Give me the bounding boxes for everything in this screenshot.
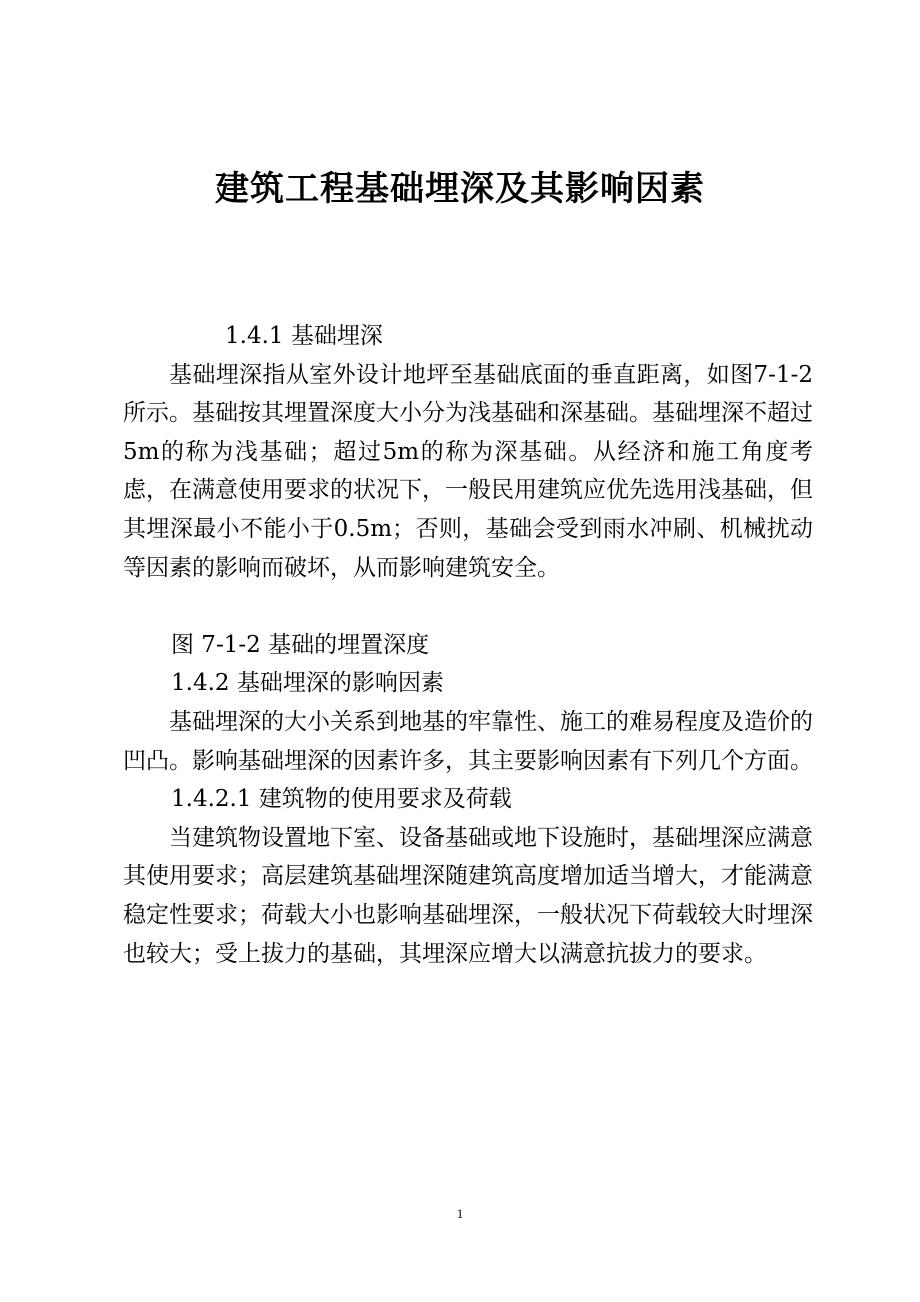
- section-1-4-1-paragraph: 基础埋深指从室外设计地坪至基础底面的垂直距离，如图7-1-2所示。基础按其埋置深度大小分为浅基础和深基础。基础埋深不超过5m的称为浅基础；超过5m的称为深基础。从经济和施工角度考虑，在满意使用要求的状况下，一般民用建筑应优先选用浅基础，但其埋深最小不能小于0.5m；否则，基础会受到雨水冲刷、机械扰动等因素的影响而破坏，从而影响建筑安全。: [123, 361, 813, 581]
- section-1-4-2-1-paragraph: 当建筑物设置地下室、设备基础或地下设施时，基础埋深应满意其使用要求；高层建筑基础埋深随建筑高度增加适当增大，才能满意稳定性要求；荷载大小也影响基础埋深，一般状况下荷载较大时埋深也较大；受上拔力的基础，其埋深应增大以满意抗拔力的要求。: [123, 824, 813, 967]
- document-body: [123, 317, 813, 973]
- figure-caption: 图 7-1-2 基础的埋置深度: [171, 631, 430, 658]
- figure-placeholder-gap: [123, 587, 813, 626]
- document-title: 建筑工程基础埋深及其影响因素: [215, 169, 705, 209]
- page-number: 1: [456, 1206, 464, 1221]
- section-1-4-2-heading: 1.4.2 基础埋深的影响因素: [171, 670, 444, 697]
- section-1-4-2-1-heading: 1.4.2.1 建筑物的使用要求及荷载: [171, 786, 512, 813]
- section-1-4-1-heading: 1.4.1 基础埋深: [225, 323, 383, 349]
- section-1-4-2-paragraph: 基础埋深的大小关系到地基的牢靠性、施工的难易程度及造价的凹凸。影响基础埋深的因素许多，其主要影响因素有下列几个方面。: [123, 708, 813, 774]
